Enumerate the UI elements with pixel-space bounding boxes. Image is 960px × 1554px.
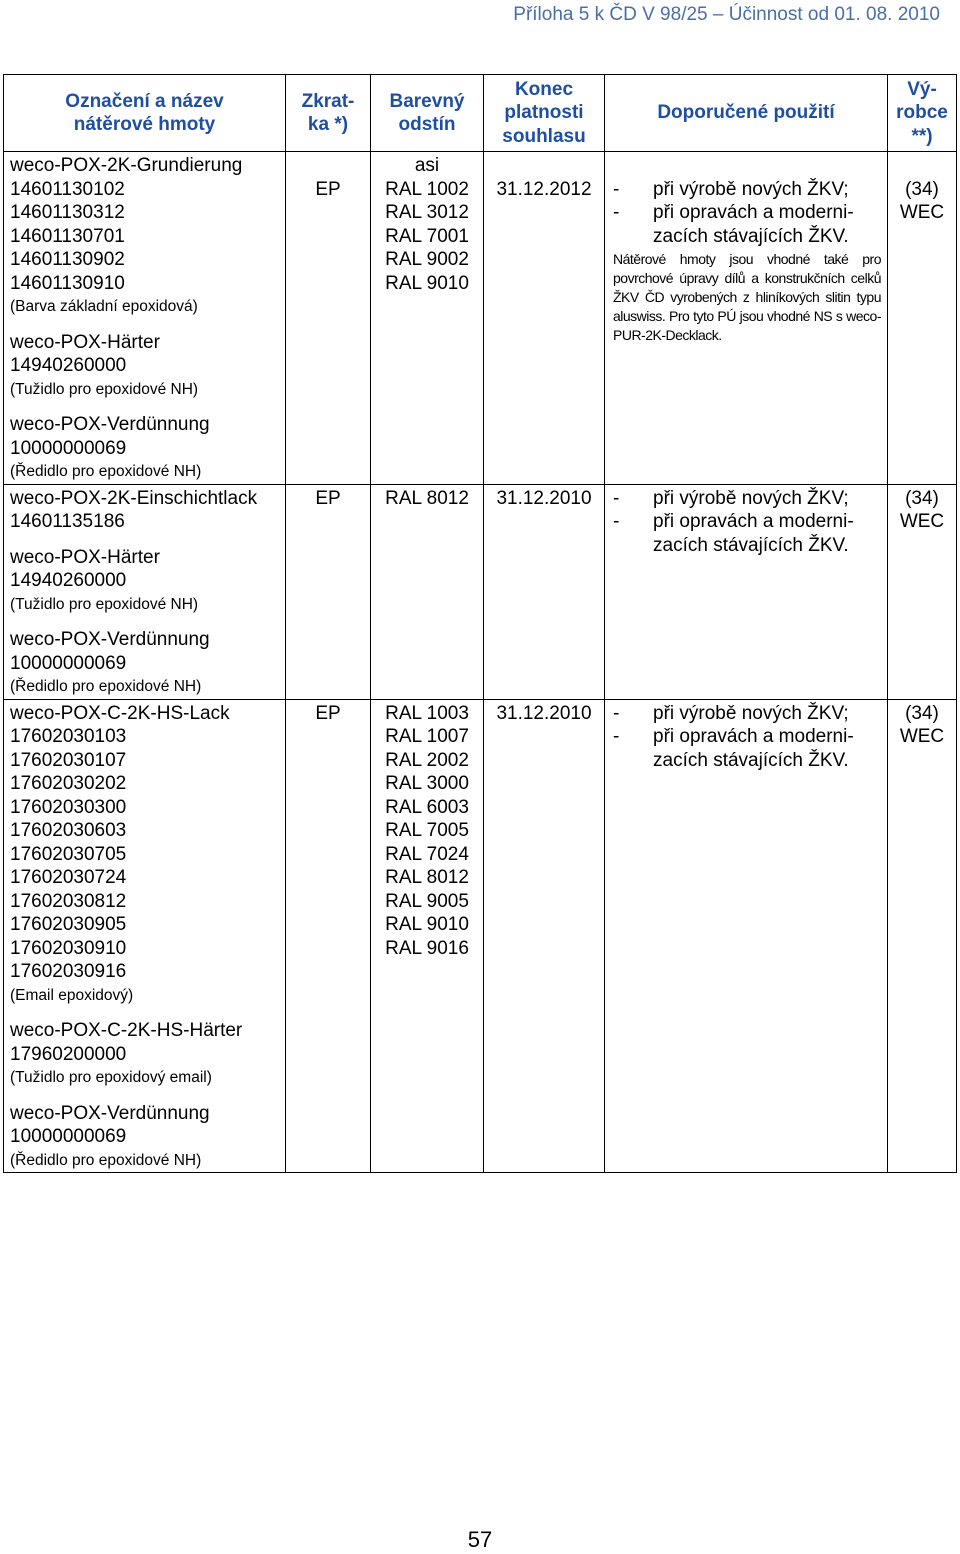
recommended-use-cell — [605, 152, 888, 485]
usage-dash: - — [613, 202, 620, 223]
usage-dash: - — [613, 726, 620, 747]
product-line: 17602030202 — [10, 773, 127, 794]
usage-continuation: zacích stávajících ŽKV. — [653, 225, 849, 247]
table-row — [4, 699, 957, 1173]
usage-text: při opravách a moderni- — [653, 202, 854, 223]
color-shade: RAL 3000 — [385, 773, 469, 794]
abbreviation-cell — [286, 484, 371, 699]
color-shade: RAL 9005 — [385, 890, 469, 912]
table-row — [4, 484, 957, 699]
manufacturer: (34) — [905, 178, 939, 200]
color-shade: RAL 9010 — [385, 914, 469, 935]
usage-line — [613, 725, 881, 749]
color-shade: RAL 8012 — [385, 867, 469, 888]
product-line: 17602030300 — [10, 796, 127, 818]
usage-text: při opravách a moderni- — [653, 511, 854, 532]
col-abbr-header — [286, 75, 371, 152]
color-shade: RAL 8012 — [385, 487, 469, 509]
header-line: Vý- — [907, 78, 937, 100]
product-line: 17602030705 — [10, 843, 127, 865]
color-shade: RAL 9016 — [385, 937, 469, 959]
abbreviation: EP — [315, 702, 341, 724]
usage-continuation: zacích stávajících ŽKV. — [653, 749, 849, 771]
header-line: Barevný — [389, 90, 465, 112]
spacer — [10, 1007, 285, 1019]
recommended-use-cell — [605, 484, 888, 699]
manufacturer: (34) — [905, 487, 939, 509]
product-line: 17602030910 — [10, 937, 127, 959]
product-description: (Tužidlo pro epoxidové NH) — [10, 595, 199, 613]
spacer — [613, 154, 881, 178]
usage-dash: - — [613, 702, 620, 724]
product-names-cell — [4, 699, 286, 1173]
manufacturer-cell — [888, 484, 957, 699]
product-line: weco-POX-2K-Einschichtlack — [10, 487, 258, 509]
page-number: 57 — [467, 1527, 493, 1552]
product-line: weco-POX-C-2K-HS-Lack — [10, 702, 230, 724]
product-description: (Email epoxidový) — [10, 986, 134, 1004]
validity-date-cell — [484, 484, 605, 699]
product-line: weco-POX-Härter — [10, 331, 160, 353]
usage-text: při opravách a moderni- — [653, 726, 854, 747]
color-shades-cell — [371, 699, 484, 1173]
header-line: **) — [911, 125, 933, 147]
product-line: 17960200000 — [10, 1043, 127, 1065]
spacer — [10, 319, 285, 331]
product-line: 14940260000 — [10, 355, 127, 376]
coatings-table — [3, 74, 957, 1173]
color-shade: RAL 7001 — [385, 225, 469, 247]
usage-line — [613, 487, 881, 511]
product-line: 14601130312 — [10, 202, 125, 223]
product-names-cell — [4, 152, 286, 485]
product-line: 14601130701 — [10, 225, 125, 247]
header-line: Označení a název — [65, 90, 224, 112]
product-description: (Tužidlo pro epoxidové NH) — [10, 380, 199, 398]
color-shades-cell — [371, 152, 484, 485]
product-line: 10000000069 — [10, 1126, 127, 1147]
header-line: souhlasu — [502, 125, 586, 147]
product-line: 17602030812 — [10, 890, 127, 912]
product-description: (Ředidlo pro epoxidové NH) — [10, 1151, 202, 1169]
validity-date: 31.12.2012 — [496, 178, 592, 200]
color-shade: RAL 9010 — [385, 272, 469, 294]
product-line: 17602030916 — [10, 961, 127, 982]
spacer — [10, 401, 285, 413]
product-line: weco-POX-Verdünnung — [10, 414, 210, 435]
product-description: (Ředidlo pro epoxidové NH) — [10, 463, 202, 480]
manufacturer: (34) — [905, 702, 939, 724]
color-shade: RAL 7005 — [385, 820, 469, 841]
spacer — [888, 154, 956, 178]
product-line: weco-POX-Verdünnung — [10, 629, 210, 650]
col-name-header — [4, 75, 286, 152]
product-line: 14940260000 — [10, 570, 127, 591]
product-names-cell — [4, 484, 286, 699]
spacer — [10, 534, 285, 546]
col-maker-header — [888, 75, 957, 152]
header-line: platnosti — [504, 102, 584, 124]
color-shade: RAL 7024 — [385, 843, 469, 865]
abbreviation: EP — [315, 487, 341, 509]
product-line: 14601130902 — [10, 249, 125, 270]
usage-note: Nátěrové hmoty jsou vhodné také pro povrchové úpravy dílů a konstrukčních celků ŽKV ČD vyrobených z hliníkových slitin typu aluswiss. Pro tyto PÚ jsou vhodné NS s weco-PUR-2K-Decklack. — [613, 251, 881, 343]
manufacturer-cell — [888, 699, 957, 1173]
table-body — [4, 152, 957, 1173]
header-line: nátěrové hmoty — [73, 114, 216, 135]
product-description: (Tužidlo pro epoxidový email) — [10, 1069, 212, 1086]
validity-date: 31.12.2010 — [496, 702, 592, 724]
spacer — [484, 154, 604, 178]
abbreviation-cell — [286, 699, 371, 1173]
color-shade: RAL 2002 — [385, 749, 469, 771]
spacer — [286, 154, 370, 178]
manufacturer: WEC — [899, 726, 945, 747]
usage-dash: - — [613, 178, 620, 200]
product-line: 17602030107 — [10, 749, 127, 771]
product-line: weco-POX-2K-Grundierung — [10, 155, 243, 176]
table-row — [4, 152, 957, 485]
header-line: ka *) — [307, 114, 349, 135]
validity-date-cell — [484, 699, 605, 1173]
usage-dash: - — [613, 511, 620, 532]
table-header-row — [4, 75, 957, 152]
col-usage-header — [605, 75, 888, 152]
product-line: 10000000069 — [10, 437, 127, 459]
header-line: Zkrat- — [301, 90, 355, 112]
product-description: (Ředidlo pro epoxidové NH) — [10, 678, 202, 695]
product-line: weco-POX-C-2K-HS-Härter — [10, 1020, 243, 1041]
usage-line — [613, 702, 881, 726]
col-validity-header — [484, 75, 605, 152]
product-line: 17602030603 — [10, 820, 127, 841]
usage-text: při výrobě nových ŽKV; — [653, 487, 849, 509]
usage-dash: - — [613, 487, 620, 509]
spacer — [10, 616, 285, 628]
color-shade: RAL 1007 — [385, 726, 469, 747]
product-line: 17602030724 — [10, 867, 127, 888]
header-line: robce — [896, 102, 948, 124]
color-shade: RAL 1002 — [385, 178, 469, 200]
manufacturer: WEC — [899, 202, 945, 223]
product-line: 14601135186 — [10, 511, 125, 532]
usage-text: při výrobě nových ŽKV; — [653, 702, 849, 724]
spacer — [10, 1090, 285, 1102]
color-shade: RAL 1003 — [385, 702, 469, 724]
manufacturer: WEC — [899, 511, 945, 532]
product-line: 14601130910 — [10, 272, 125, 294]
product-line: weco-POX-Verdünnung — [10, 1102, 210, 1124]
usage-line — [613, 178, 881, 202]
header-line: odstín — [398, 114, 456, 135]
usage-continuation: zacích stávajících ŽKV. — [653, 534, 849, 556]
color-shade: RAL 9002 — [385, 249, 469, 270]
usage-line — [613, 510, 881, 534]
validity-date-cell — [484, 152, 605, 485]
product-line: 17602030905 — [10, 914, 127, 935]
product-description: (Barva základní epoxidová) — [10, 298, 198, 315]
color-shade: RAL 6003 — [385, 796, 469, 818]
abbreviation-cell — [286, 152, 371, 485]
abbreviation: EP — [315, 178, 341, 200]
color-shade: RAL 3012 — [385, 202, 469, 223]
product-line: 10000000069 — [10, 652, 127, 674]
color-shades-cell — [371, 484, 484, 699]
header-line: Konec — [514, 78, 574, 100]
manufacturer-cell — [888, 152, 957, 485]
usage-line — [613, 201, 881, 225]
product-line: 14601130102 — [10, 178, 125, 200]
color-shade: asi — [414, 155, 440, 176]
page-header: Příloha 5 k ČD V 98/25 – Účinnost od 01. 08. 2010 — [513, 4, 940, 25]
usage-text: při výrobě nových ŽKV; — [653, 178, 849, 200]
product-line: weco-POX-Härter — [10, 546, 160, 568]
validity-date: 31.12.2010 — [496, 487, 592, 509]
product-line: 17602030103 — [10, 726, 127, 747]
col-shade-header — [371, 75, 484, 152]
header-line: Doporučené použití — [657, 102, 835, 124]
recommended-use-cell — [605, 699, 888, 1173]
